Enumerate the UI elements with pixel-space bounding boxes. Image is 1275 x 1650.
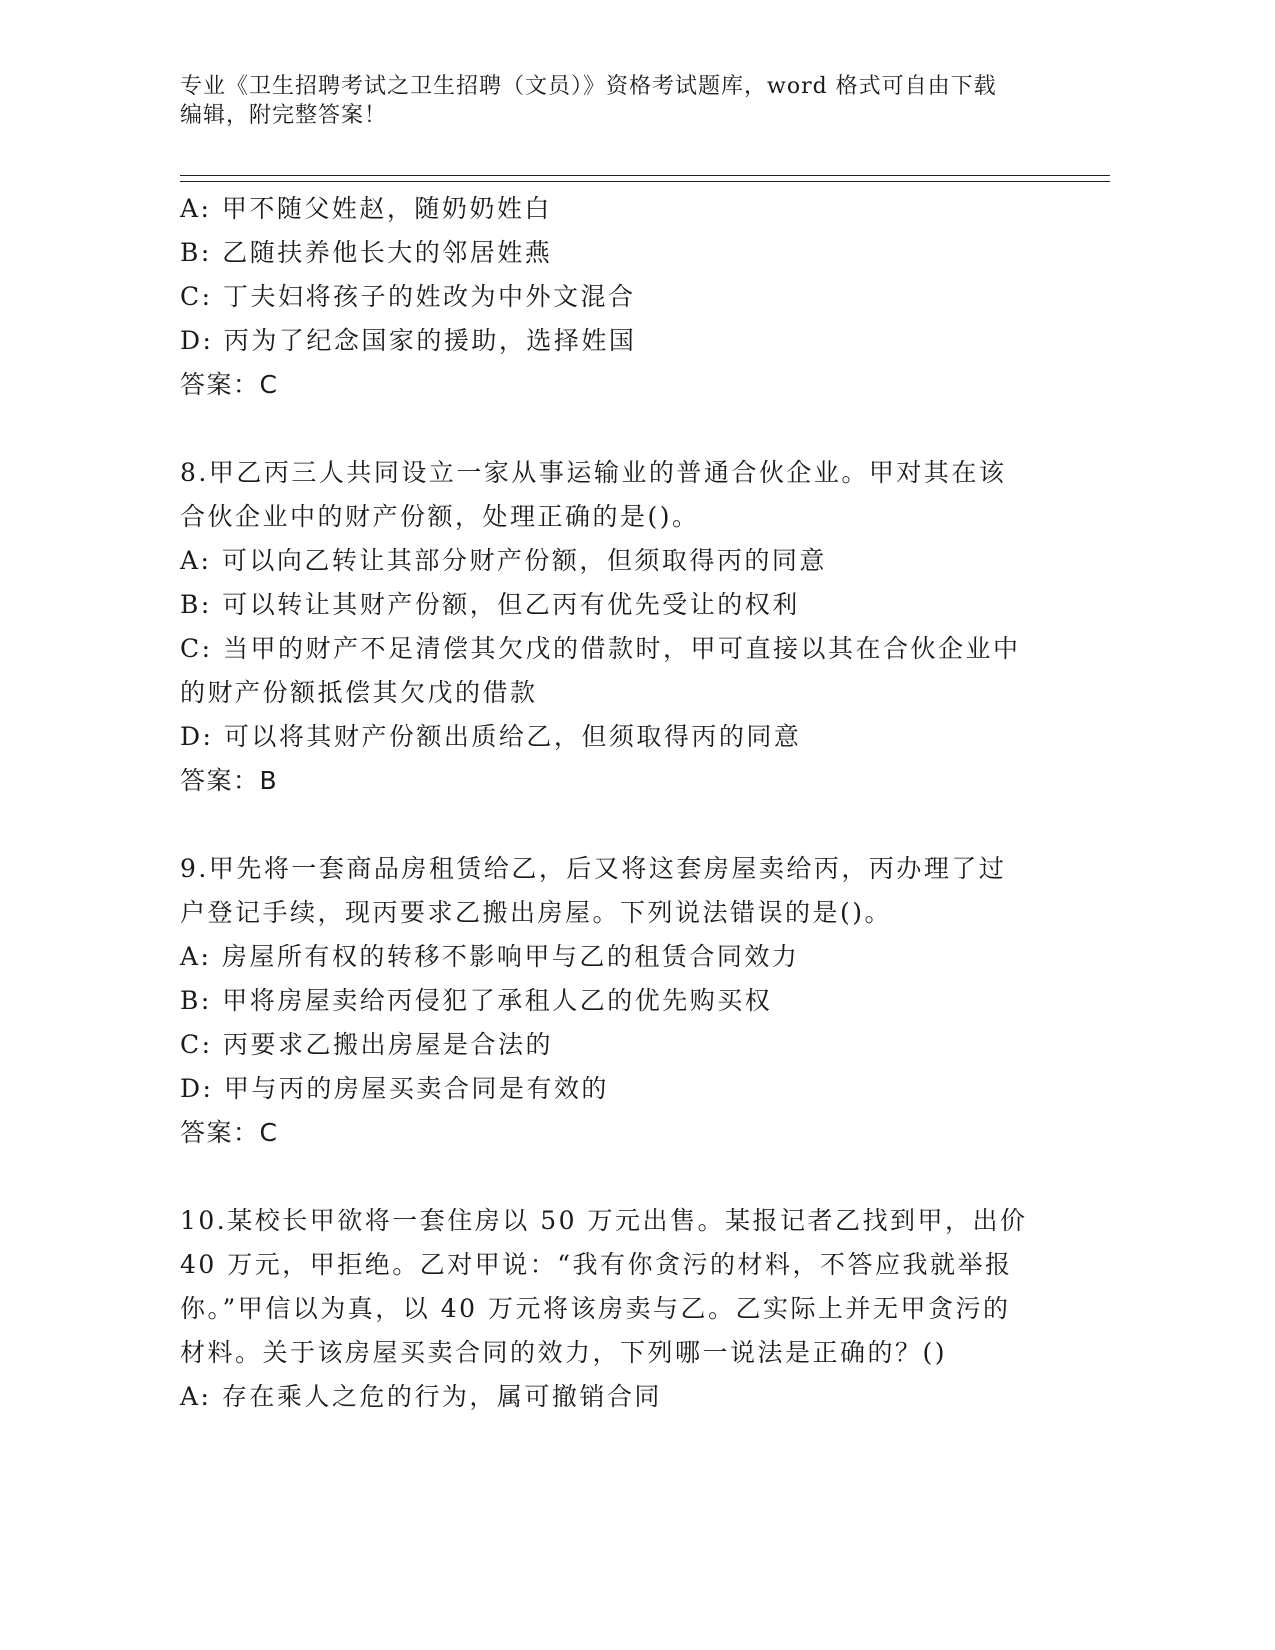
header-line-2: 编辑，附完整答案！ [180, 103, 388, 128]
spacer [180, 407, 1030, 451]
option-a: A: 房屋所有权的转移不影响甲与乙的租赁合同效力 [180, 942, 800, 971]
question-stem-line: 40 万元，甲拒绝。乙对甲说：“我有你贪污的材料，不答应我就举报 [180, 1250, 1013, 1279]
answer-line: 答案：C [180, 370, 279, 399]
option-c: C: 丁夫妇将孩子的姓改为中外文混合 [180, 282, 636, 311]
answer-line: 答案：C [180, 1118, 279, 1147]
document-header [180, 72, 1120, 130]
option-c: C: 丙要求乙搬出房屋是合法的 [180, 1030, 553, 1059]
option-b: B: 乙随扶养他长大的邻居姓燕 [180, 238, 553, 267]
question-9 [180, 847, 1030, 1155]
header-divider [180, 175, 1110, 182]
option-a: A: 可以向乙转让其部分财产份额，但须取得丙的同意 [180, 546, 827, 575]
option-a: A: 甲不随父姓赵，随奶奶姓白 [180, 194, 552, 223]
option-c-continued: 的财产份额抵偿其欠戊的借款 [180, 678, 538, 707]
spacer [180, 1155, 1030, 1199]
question-list [180, 187, 1030, 1419]
option-c: C: 当甲的财产不足清偿其欠戊的借款时，甲可直接以其在合伙企业中 [180, 634, 1021, 663]
option-a: A: 存在乘人之危的行为，属可撤销合同 [180, 1382, 662, 1411]
question-7 [180, 187, 1030, 407]
question-stem-line: 材料。关于该房屋买卖合同的效力，下列哪一说法是正确的？() [180, 1338, 948, 1367]
question-stem-line: 8.甲乙丙三人共同设立一家从事运输业的普通合伙企业。甲对其在该 [180, 458, 1007, 487]
option-b: B: 甲将房屋卖给丙侵犯了承租人乙的优先购买权 [180, 986, 773, 1015]
option-d: D: 甲与丙的房屋买卖合同是有效的 [180, 1074, 609, 1103]
spacer [180, 803, 1030, 847]
question-10 [180, 1199, 1030, 1419]
option-d: D: 可以将其财产份额出质给乙，但须取得丙的同意 [180, 722, 802, 751]
question-8 [180, 451, 1030, 803]
answer-line: 答案：B [180, 766, 279, 795]
option-d: D: 丙为了纪念国家的援助，选择姓国 [180, 326, 637, 355]
header-line-1: 专业《卫生招聘考试之卫生招聘（文员）》资格考试题库，word 格式可自由下载 [180, 74, 997, 99]
question-stem-line: 10.某校长甲欲将一套住房以 50 万元出售。某报记者乙找到甲，出价 [180, 1206, 1028, 1235]
option-b: B: 可以转让其财产份额，但乙丙有优先受让的权利 [180, 590, 800, 619]
question-stem-line: 你。”甲信以为真，以 40 万元将该房卖与乙。乙实际上并无甲贪污的 [180, 1294, 1011, 1323]
question-stem-line: 9.甲先将一套商品房租赁给乙，后又将这套房屋卖给丙，丙办理了过 [180, 854, 1007, 883]
question-stem-line: 户登记手续，现丙要求乙搬出房屋。下列说法错误的是()。 [180, 898, 893, 927]
question-stem-line: 合伙企业中的财产份额，处理正确的是()。 [180, 502, 700, 531]
